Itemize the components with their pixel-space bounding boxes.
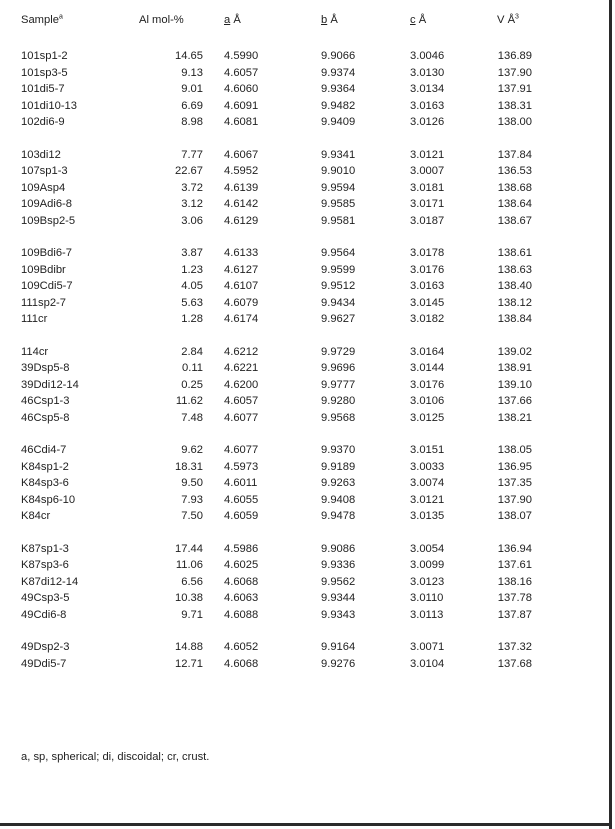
table-row	[0, 280, 600, 297]
sample-cell: 49Dsp2-3	[21, 641, 70, 653]
b-cell: 9.9777	[321, 378, 356, 391]
c-cell: 3.0171	[410, 198, 445, 210]
v-cell: 138.00	[497, 116, 532, 128]
a-cell: 4.6011	[224, 477, 258, 489]
c-cell: 3.0163	[410, 99, 445, 112]
c-cell: 3.0125	[410, 411, 445, 424]
al-cell: 5.63	[181, 296, 203, 309]
sample-cell: 39Ddi12-14	[21, 378, 79, 391]
header-b-unit: Å	[327, 14, 338, 26]
b-cell: 9.9482	[321, 99, 356, 112]
al-cell: 6.69	[181, 99, 203, 112]
b-cell: 9.9374	[321, 66, 356, 79]
a-cell: 4.6068	[224, 657, 259, 670]
b-cell: 9.9066	[321, 50, 356, 62]
v-cell: 138.31	[497, 99, 532, 112]
al-cell: 1.23	[181, 263, 203, 276]
al-cell: 9.13	[181, 66, 203, 79]
b-cell: 9.9512	[321, 280, 356, 292]
sample-cell: 114cr	[21, 345, 49, 358]
v-cell: 137.32	[497, 641, 532, 653]
b-cell: 9.9336	[321, 559, 356, 571]
al-cell: 22.67	[175, 165, 203, 177]
v-cell: 137.90	[497, 66, 532, 79]
c-cell: 3.0110	[410, 592, 444, 604]
table-row	[0, 247, 600, 264]
c-cell: 3.0151	[410, 444, 445, 456]
a-cell: 4.5952	[224, 165, 259, 177]
v-cell: 138.64	[497, 198, 532, 210]
table-row	[0, 100, 600, 117]
al-cell: 1.28	[181, 313, 203, 325]
al-cell: 2.84	[181, 345, 203, 358]
al-cell: 9.50	[181, 477, 203, 489]
c-cell: 3.0104	[410, 657, 445, 670]
c-cell: 3.0099	[410, 559, 445, 571]
table-row	[0, 444, 600, 461]
v-cell: 136.94	[497, 542, 532, 555]
v-cell: 137.91	[497, 83, 532, 95]
b-cell: 9.9344	[321, 592, 356, 604]
table-row	[0, 379, 600, 396]
sample-cell: K87di12-14	[21, 575, 79, 588]
a-cell: 4.6077	[224, 444, 259, 456]
b-cell: 9.9280	[321, 395, 356, 407]
c-cell: 3.0134	[410, 83, 445, 95]
page-border-right	[609, 0, 612, 829]
c-cell: 3.0007	[410, 165, 445, 177]
b-cell: 9.9364	[321, 83, 356, 95]
table-row	[0, 609, 600, 626]
table-row	[0, 461, 600, 478]
al-cell: 3.87	[181, 247, 203, 259]
b-cell: 9.9564	[321, 247, 356, 259]
al-cell: 7.48	[181, 411, 203, 424]
v-cell: 138.16	[497, 575, 532, 588]
v-cell: 136.89	[497, 50, 532, 62]
table-header	[0, 14, 600, 30]
sample-cell: 101sp1-2	[21, 50, 68, 62]
c-cell: 3.0113	[410, 608, 444, 621]
b-cell: 9.9599	[321, 263, 356, 276]
a-cell: 4.6142	[224, 198, 259, 210]
al-cell: 11.06	[175, 559, 203, 571]
a-cell: 4.6077	[224, 411, 259, 424]
sample-cell: 107sp1-3	[21, 165, 68, 177]
c-cell: 3.0121	[410, 493, 445, 506]
b-cell: 9.9164	[321, 641, 356, 653]
b-cell: 9.9627	[321, 313, 356, 325]
a-cell: 4.6052	[224, 641, 259, 653]
v-cell: 136.95	[497, 460, 532, 473]
c-cell: 3.0135	[410, 510, 445, 522]
b-cell: 9.9585	[321, 198, 356, 210]
table-row	[0, 543, 600, 560]
c-cell: 3.0071	[410, 641, 445, 653]
table-row	[0, 67, 600, 84]
v-cell: 138.05	[497, 444, 532, 456]
sample-cell: K87sp1-3	[21, 542, 69, 555]
header-c-unit: Å	[415, 14, 427, 26]
a-cell: 4.6060	[224, 83, 259, 95]
v-cell: 138.61	[497, 247, 532, 259]
a-cell: 4.6127	[224, 263, 259, 276]
al-cell: 14.88	[175, 641, 203, 653]
sample-cell: K84cr	[21, 510, 51, 522]
b-cell: 9.9341	[321, 148, 356, 161]
header-v-exponent: 3	[515, 13, 519, 21]
v-cell: 138.07	[497, 510, 532, 522]
al-cell: 8.98	[181, 116, 203, 128]
a-cell: 4.6091	[224, 99, 259, 112]
b-cell: 9.9086	[321, 542, 356, 555]
table-row	[0, 297, 600, 314]
header-a-var: a	[224, 14, 231, 26]
sample-cell: 49Cdi6-8	[21, 608, 67, 621]
c-cell: 3.0144	[410, 362, 445, 374]
a-cell: 4.6107	[224, 280, 259, 292]
al-cell: 4.05	[181, 280, 203, 292]
a-cell: 4.6057	[224, 66, 259, 79]
al-cell: 3.72	[181, 181, 203, 194]
a-cell: 4.6133	[224, 247, 259, 259]
sample-cell: 109Bsp2-5	[21, 214, 76, 227]
sample-cell: 101sp3-5	[21, 66, 68, 79]
v-cell: 138.84	[497, 313, 532, 325]
header-b-var: b	[321, 14, 328, 26]
header-a	[224, 14, 241, 26]
sample-cell: 109Bdi6-7	[21, 247, 73, 259]
al-cell: 9.71	[181, 608, 203, 621]
table-row	[0, 198, 600, 215]
row-group	[0, 149, 600, 232]
header-v	[497, 14, 519, 26]
sample-cell: 111cr	[21, 313, 48, 325]
v-cell: 137.87	[497, 608, 532, 621]
sample-cell: 49Ddi5-7	[21, 657, 67, 670]
a-cell: 4.6059	[224, 510, 259, 522]
al-cell: 17.44	[175, 542, 203, 555]
table-row	[0, 658, 600, 675]
page-border-bottom	[0, 823, 612, 826]
a-cell: 4.6221	[224, 362, 259, 374]
sample-cell: K87sp3-6	[21, 559, 69, 571]
sample-cell: K84sp1-2	[21, 460, 69, 473]
v-cell: 137.90	[497, 493, 532, 506]
b-cell: 9.9276	[321, 657, 356, 670]
row-group	[0, 543, 600, 626]
v-cell: 137.78	[497, 592, 532, 604]
b-cell: 9.9729	[321, 345, 356, 358]
v-cell: 136.53	[497, 165, 532, 177]
b-cell: 9.9263	[321, 477, 356, 489]
table-row	[0, 559, 600, 576]
sample-cell: 101di5-7	[21, 83, 65, 95]
header-sample-text: Sample	[21, 14, 59, 26]
v-cell: 137.61	[497, 559, 532, 571]
c-cell: 3.0182	[410, 313, 445, 325]
al-cell: 3.06	[181, 214, 203, 227]
table-row	[0, 346, 600, 363]
table-row	[0, 264, 600, 281]
sample-cell: 109Adi6-8	[21, 198, 73, 210]
table-row	[0, 165, 600, 182]
c-cell: 3.0033	[410, 460, 445, 473]
b-cell: 9.9594	[321, 181, 356, 194]
sample-cell: 39Dsp5-8	[21, 362, 70, 374]
b-cell: 9.9562	[321, 575, 356, 588]
c-cell: 3.0181	[410, 181, 445, 194]
table-row	[0, 182, 600, 199]
c-cell: 3.0163	[410, 280, 445, 292]
al-cell: 12.71	[175, 657, 203, 670]
c-cell: 3.0178	[410, 247, 445, 259]
sample-cell: 103di12	[21, 148, 61, 161]
al-cell: 3.12	[181, 198, 203, 210]
row-group	[0, 346, 600, 429]
b-cell: 9.9343	[321, 608, 356, 621]
a-cell: 4.6081	[224, 116, 259, 128]
a-cell: 4.6200	[224, 378, 259, 391]
v-cell: 138.12	[497, 296, 532, 309]
al-cell: 0.11	[182, 362, 203, 374]
header-v-text: V Å	[497, 14, 516, 26]
b-cell: 9.9189	[321, 460, 356, 473]
c-cell: 3.0164	[410, 345, 445, 358]
v-cell: 137.68	[497, 657, 532, 670]
a-cell: 4.6057	[224, 395, 259, 407]
al-cell: 18.31	[175, 460, 203, 473]
header-a-unit: Å	[230, 14, 241, 26]
al-cell: 9.01	[181, 83, 203, 95]
v-cell: 138.67	[497, 214, 532, 227]
sample-cell: 46Csp1-3	[21, 395, 70, 407]
b-cell: 9.9408	[321, 493, 356, 506]
a-cell: 4.5973	[224, 460, 259, 473]
data-table	[0, 14, 600, 690]
c-cell: 3.0074	[410, 477, 445, 489]
a-cell: 4.5990	[224, 50, 259, 62]
b-cell: 9.9434	[321, 296, 356, 309]
v-cell: 138.40	[497, 280, 532, 292]
a-cell: 4.5986	[224, 542, 259, 555]
table-row	[0, 83, 600, 100]
b-cell: 9.9010	[321, 165, 356, 177]
al-cell: 6.56	[181, 575, 203, 588]
table-row	[0, 477, 600, 494]
sample-cell: 46Csp5-8	[21, 411, 70, 424]
header-b	[321, 14, 338, 26]
a-cell: 4.6063	[224, 592, 259, 604]
c-cell: 3.0121	[410, 148, 445, 161]
al-cell: 9.62	[181, 444, 203, 456]
al-cell: 7.50	[181, 510, 203, 522]
c-cell: 3.0176	[410, 378, 445, 391]
sample-cell: 46Cdi4-7	[21, 444, 67, 456]
header-c-var: c	[410, 14, 416, 26]
table-row	[0, 641, 600, 658]
table-row	[0, 215, 600, 232]
b-cell: 9.9370	[321, 444, 356, 456]
c-cell: 3.0123	[410, 575, 445, 588]
c-cell: 3.0130	[410, 66, 445, 79]
al-cell: 7.77	[181, 148, 203, 161]
a-cell: 4.6174	[224, 313, 259, 325]
a-cell: 4.6055	[224, 493, 259, 506]
row-group	[0, 641, 600, 674]
sample-cell: K84sp3-6	[21, 477, 69, 489]
header-c	[410, 14, 426, 26]
table-row	[0, 149, 600, 166]
v-cell: 138.63	[497, 263, 532, 276]
c-cell: 3.0054	[410, 542, 445, 555]
a-cell: 4.6025	[224, 559, 259, 571]
c-cell: 3.0126	[410, 116, 445, 128]
v-cell: 139.10	[497, 378, 532, 391]
v-cell: 138.91	[497, 362, 532, 374]
a-cell: 4.6212	[224, 345, 259, 358]
v-cell: 137.66	[497, 395, 532, 407]
a-cell: 4.6079	[224, 296, 259, 309]
table-body	[0, 50, 600, 674]
al-cell: 7.93	[181, 493, 203, 506]
row-group	[0, 247, 600, 330]
sample-cell: 109Bdibr	[21, 263, 66, 276]
b-cell: 9.9478	[321, 510, 356, 522]
a-cell: 4.6088	[224, 608, 259, 621]
al-cell: 10.38	[175, 592, 203, 604]
table-row	[0, 576, 600, 593]
a-cell: 4.6068	[224, 575, 259, 588]
sample-cell: 101di10-13	[21, 99, 77, 112]
table-row	[0, 494, 600, 511]
b-cell: 9.9409	[321, 116, 356, 128]
v-cell: 139.02	[497, 345, 532, 358]
sample-cell: 111sp2-7	[21, 296, 66, 309]
sample-cell: 102di6-9	[21, 116, 65, 128]
row-group	[0, 444, 600, 527]
a-cell: 4.6129	[224, 214, 259, 227]
a-cell: 4.6139	[224, 181, 259, 194]
v-cell: 138.68	[497, 181, 532, 194]
row-group	[0, 50, 600, 133]
b-cell: 9.9568	[321, 411, 356, 424]
sample-cell: K84sp6-10	[21, 493, 76, 506]
sample-cell: 109Asp4	[21, 181, 66, 194]
b-cell: 9.9581	[321, 214, 356, 227]
header-al: Al mol-%	[139, 14, 184, 26]
c-cell: 3.0106	[410, 395, 445, 407]
c-cell: 3.0145	[410, 296, 445, 309]
table-row	[0, 592, 600, 609]
a-cell: 4.6067	[224, 148, 259, 161]
v-cell: 137.35	[497, 477, 532, 489]
header-sample	[21, 14, 63, 26]
table-row	[0, 50, 600, 67]
v-cell: 137.84	[497, 148, 532, 161]
b-cell: 9.9696	[321, 362, 356, 374]
al-cell: 11.62	[175, 395, 203, 407]
sample-cell: 49Csp3-5	[21, 592, 70, 604]
table-row	[0, 313, 600, 330]
header-sample-footnote-mark: a	[58, 13, 63, 21]
table-row	[0, 510, 600, 527]
v-cell: 138.21	[497, 411, 532, 424]
c-cell: 3.0046	[410, 50, 445, 62]
table-row	[0, 395, 600, 412]
al-cell: 0.25	[181, 378, 203, 391]
c-cell: 3.0176	[410, 263, 445, 276]
c-cell: 3.0187	[410, 214, 445, 227]
table-footnote: a, sp, spherical; di, discoidal; cr, crust.	[21, 751, 210, 763]
table-row	[0, 116, 600, 133]
al-cell: 14.65	[175, 50, 203, 62]
sample-cell: 109Cdi5-7	[21, 280, 73, 292]
table-row	[0, 362, 600, 379]
table-row	[0, 412, 600, 429]
